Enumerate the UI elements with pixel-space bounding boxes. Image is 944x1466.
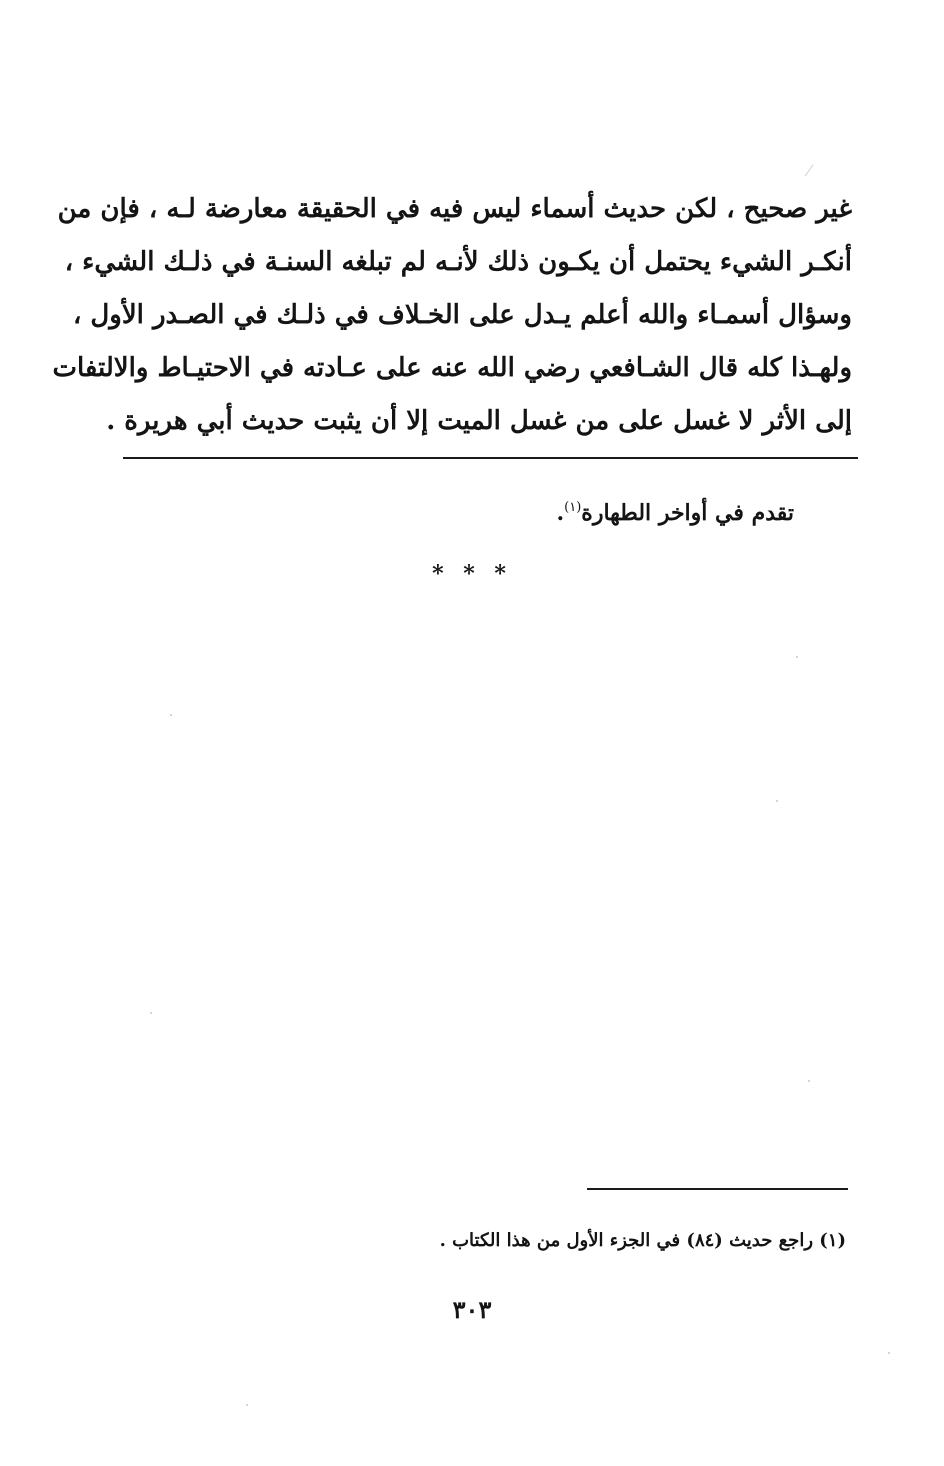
paragraph-line: وسؤال أسمـاء والله أعلم يـدل على الخـلاف في ذلـك في الصـدر الأول ،	[72, 300, 852, 330]
paragraph-line: إلى الأثر لا غسل على من غسل الميت إلا أن يثبت حديث أبي هريرة .	[106, 406, 852, 436]
scan-speck	[888, 1352, 890, 1354]
paragraph-line: غير صحيح ، لكن حديث أسماء ليس فيه في الحقيقة معارضة لـه ، فإن من	[57, 194, 852, 224]
scan-speck	[246, 1404, 248, 1406]
scan-speck	[150, 1012, 152, 1014]
paragraph-line: ولهـذا كله قال الشـافعي رضي الله عنه على عـادته في الاحتيـاط والالتفات	[52, 353, 852, 383]
asterism-separator: * * *	[432, 561, 512, 587]
scan-speck	[808, 1080, 810, 1082]
scan-mark	[805, 164, 814, 176]
section-note-text: تقدم في أواخر الطهارة	[581, 500, 794, 526]
section-divider	[123, 457, 858, 459]
scan-speck	[776, 800, 778, 802]
footnote: (١) راجع حديث (٨٤) في الجزء الأول من هذا الكتاب .	[439, 1230, 846, 1251]
footnote-divider	[587, 1188, 848, 1190]
paragraph-line: أنكـر الشيء يحتمل أن يكـون ذلك لأنـه لم تبلغه السنـة في ذلـك الشيء ،	[64, 247, 852, 277]
footnote-reference: (١)	[564, 500, 582, 515]
scan-speck	[796, 656, 798, 658]
scan-speck	[170, 714, 172, 716]
page-number: ٣٠٣	[452, 1295, 492, 1324]
main-paragraph	[52, 183, 852, 448]
section-note-end: .	[556, 500, 565, 526]
section-note	[556, 488, 794, 533]
